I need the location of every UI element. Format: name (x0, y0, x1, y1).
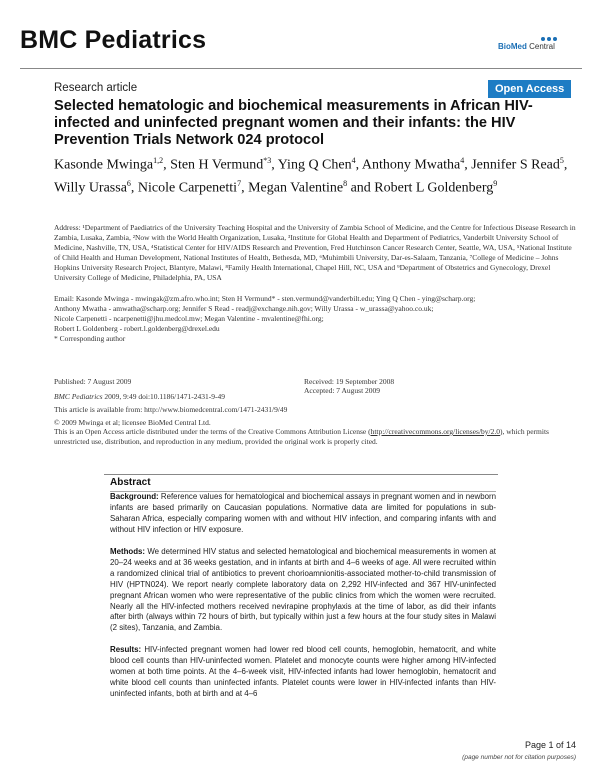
author-affiliation: 4 (351, 156, 356, 165)
author-affiliation: *3 (263, 156, 272, 165)
citation (54, 392, 225, 402)
header-divider (20, 68, 582, 69)
author-affiliation: 7 (237, 178, 242, 188)
email-line[interactable]: Nicole Carpenetti - ncarpenetti@jhu.medcol.mw; Megan Valentine - mvalentine@fhi.org; (54, 314, 324, 323)
author-affiliation: 5 (559, 156, 564, 165)
email-line[interactable]: Robert L Goldenberg - robert.l.goldenberg@drexel.edu (54, 324, 220, 333)
author-name[interactable]: Kasonde Mwinga (54, 157, 154, 173)
author-affiliation: 9 (493, 178, 498, 188)
license-link[interactable]: http://creativecommons.org/licenses/by/2.0 (370, 427, 501, 436)
page-number-note: (page number not for citation purposes) (462, 754, 576, 761)
abstract-top-rule (104, 474, 498, 475)
publisher-name-prefix: BioMed (498, 42, 527, 51)
article-url[interactable]: This article is available from: http://www.biomedcentral.com/1471-2431/9/49 (54, 405, 288, 414)
author-affiliation: 6 (126, 178, 131, 188)
accepted-date: Accepted: 7 August 2009 (304, 386, 381, 395)
publisher-name-suffix: Central (526, 42, 555, 51)
email-line[interactable]: Anthony Mwatha - amwatha@scharp.org; Jennifer S Read - readj@exchange.nih.gov; Willy Urassa - w_urassa@yahoo.co.uk; (54, 304, 434, 313)
author-name[interactable]: Nicole Carpenetti (137, 180, 238, 196)
publisher-logo (486, 28, 582, 50)
author-name[interactable]: Anthony Mwatha (361, 157, 461, 173)
email-line[interactable]: Email: Kasonde Mwinga - mwingak@zm.afro.who.int; Sten H Vermund* - sten.vermund@vanderbilt.edu; Ying Q Chen - ying@scharp.org; (54, 294, 476, 303)
citation-details: 2009, 9:49 doi:10.1186/1471-2431-9-49 (102, 392, 225, 401)
author-affiliation: 1,2 (153, 156, 164, 165)
author-name[interactable]: Robert L Goldenberg (374, 180, 494, 196)
author-name[interactable]: Megan Valentine (248, 180, 344, 196)
results-text: HIV-infected pregnant women had lower red blood cell counts, hemoglobin, hematocrit, and white blood cell counts than HIV-uninfected women. Platelet and monocyte counts were higher among HIV-infected women at both time points. At the 4–6-week visit, HIV-infected infants had lower hemoglobin, hematocrit and white blood cell counts than uninfected infants. Platelet counts were lower in HIV-infected infants than HIV-uninfected infants, both at birth and at 4–6 (110, 645, 496, 698)
received-date: Received: 19 September 2008 (304, 377, 395, 386)
background-label: Background: (110, 492, 159, 501)
published-date: Published: 7 August 2009 (54, 377, 132, 386)
abstract-methods (110, 547, 496, 634)
page-number: Page 1 of 14 (524, 740, 576, 750)
author-emails (54, 294, 576, 334)
license-text-before: This is an Open Access article distributed under the terms of the Creative Commons Attribution License ( (54, 427, 371, 436)
citation-journal: BMC Pediatrics (54, 392, 103, 401)
author-name[interactable]: Willy Urassa (54, 180, 127, 196)
copyright-notice: © 2009 Mwinga et al; licensee BioMed Central Ltd. (54, 418, 211, 427)
abstract-results (110, 645, 496, 700)
abstract-background (110, 492, 496, 536)
author-list: Kasonde Mwinga$^{1,2}$, Sten H Vermund$^{*3}$, Ying Q Chen$^4$, Anthony Mwatha$^4$, Jennifer S Read$^5$, Willy Urassa$^6$, Nicole Carpenetti$^7$, Megan Valentine$^8$ and Robert L Goldenberg$^9$ (54, 156, 568, 196)
methods-label: Methods: (110, 547, 146, 556)
license-text-after: ), which permits unrestricted use, distribution, and reproduction in any medium, provided the original work is properly cited. (54, 427, 549, 446)
open-access-badge: Open Access (488, 80, 571, 98)
methods-text: We determined HIV status and selected hematological and biochemical measurements in women at 20–24 weeks and at 36 weeks gestation, and in infants at birth and 4–6 weeks of age. All were recruited within a randomized clinical trial of antibiotics to prevent chorioamnionitis-associated mother-to-child transmission of HIV (HPTN024). We report nearly complete laboratory data on 2,292 HIV-infected and 367 HIV-uninfected pregnant African women who were representative of the public clinics from which the women were recruited. Nearly all the HIV-infected mothers received nevirapine prophylaxis at the time of labor, as did their infants after birth (always within 72 hours of birth, but typically within just a few hours at the four study sites in Malawi (2 sites), Tanzania, and Zambia. (110, 547, 496, 633)
author-affiliation: 8 (343, 178, 348, 188)
author-name[interactable]: Jennifer S Read (471, 157, 560, 173)
corresponding-author-note: * Corresponding author (54, 334, 126, 343)
author-name[interactable]: Ying Q Chen (277, 157, 352, 173)
author-name[interactable]: Sten H Vermund (170, 157, 264, 173)
results-label: Results: (110, 645, 142, 654)
author-affiliation: 4 (460, 156, 465, 165)
background-text: Reference values for hematological and biochemical assays in pregnant women and in newborn infants are based primarily on Caucasian populations. Normative data are limited for populations in sub-Saharan Africa, especially comparing women with and without HIV infection, and comparing infants with and without HIV infection or HIV exposure. (110, 492, 496, 534)
abstract-heading: Abstract (110, 477, 151, 488)
author-addresses: Address: ¹Department of Paediatrics of the University Teaching Hospital and the University of Zambia School of Medicine, and the Centre for Infectious Disease Research in Zambia, Lusaka, Zambia, ²Now with the World Health Organization, Lusaka, ³Institute for Global Health and Department of Pediatrics, Vanderbilt University School of Medicine, Nashville, TN, USA, ⁴Statistical Center for HIV/AIDS Research and Prevention, Fred Hutchinson Cancer Research Center, Seattle, WA, USA, ⁵National Institute of Child Health and Human Development, National Institutes of Health, Bethesda, MD, ⁶Muhimbili University, Dar-es-Salaam, Tanzania, ⁷College of Medicine – Johns Hopkins University Research Project, Blantyre, Malawi, ⁸Family Health International, Chapel Hill, NC, USA and ⁹Department of Obstetrics and Gynecology, Drexel University College of Medicine, Philadelphia, PA, USA (54, 223, 576, 282)
journal-name: BMC Pediatrics (20, 26, 207, 54)
article-title: Selected hematologic and biochemical measurements in African HIV-infected and uninfected pregnant women and their infants: the HIV Prevention Trials Network 024 protocol (54, 98, 533, 148)
article-type: Research article (54, 82, 138, 94)
license-notice (54, 427, 576, 447)
